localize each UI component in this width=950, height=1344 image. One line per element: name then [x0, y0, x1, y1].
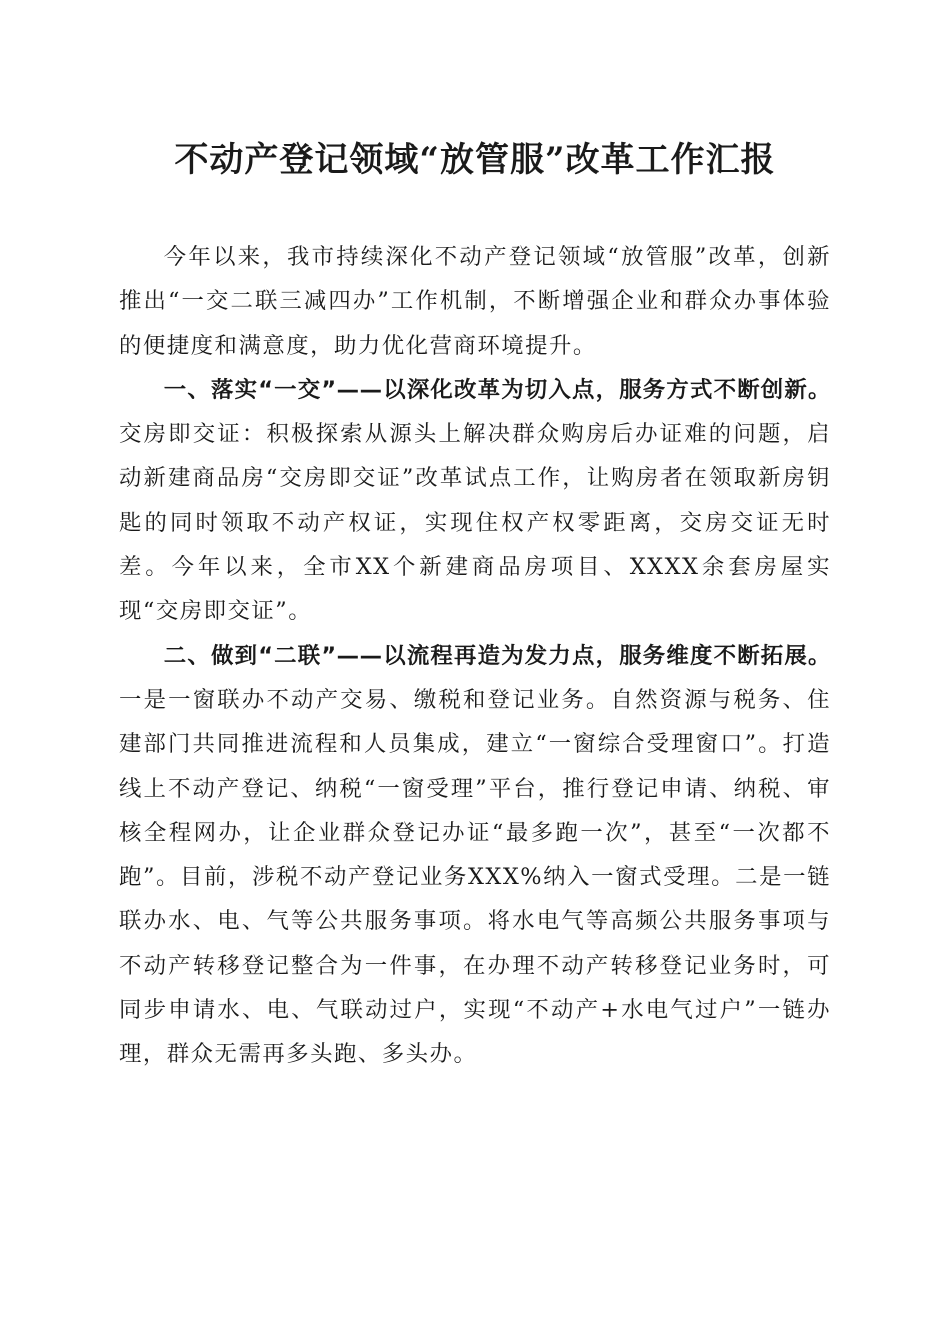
intro-paragraph-text: 今年以来，我市持续深化不动产登记领域“放管服”改革，创新推出“一交二联三减四办”工作机制，不断增强企业和群众办事体验的便捷度和满意度，助力优化营商环境提升。	[119, 244, 831, 359]
intro-paragraph	[119, 235, 831, 368]
section-two-text: 一是一窗联办不动产交易、缴税和登记业务。自然资源与税务、住建部门共同推进流程和人员集成，建立“一窗综合受理窗口”。打造线上不动产登记、纳税“一窗受理”平台，推行登记申请、纳税、审核全程网办，让企业群众登记办证“最多跑一次”，甚至“一次都不跑”。目前，涉税不动产登记业务XXX%纳入一窗式受理。二是一链联办水、电、气等公共服务事项。将水电气等高频公共服务事项与不动产转移登记整合为一件事，在办理不动产转移登记业务时，可同步申请水、电、气联动过户，实现“不动产+水电气过户”一链办理，群众无需再多头跑、多头办。	[119, 686, 831, 1068]
section-one-heading: 一、落实“一交”——以深化改革为切入点，服务方式不断创新。	[163, 376, 831, 403]
section-one-text: 交房即交证：积极探索从源头上解决群众购房后办证难的问题，启动新建商品房“交房即交证”改革试点工作，让购房者在领取新房钥匙的同时领取不动产权证，实现住权产权零距离，交房交证无时差。今年以来，全市XX个新建商品房项目、XXXX余套房屋实现“交房即交证”。	[119, 421, 831, 625]
section-two-paragraph	[119, 634, 831, 1077]
section-two-heading: 二、做到“二联”——以流程再造为发力点，服务维度不断拓展。	[163, 642, 831, 669]
document-body	[119, 235, 831, 1077]
section-one-paragraph	[119, 368, 831, 634]
document-title: 不动产登记领域“放管服”改革工作汇报	[174, 140, 776, 180]
